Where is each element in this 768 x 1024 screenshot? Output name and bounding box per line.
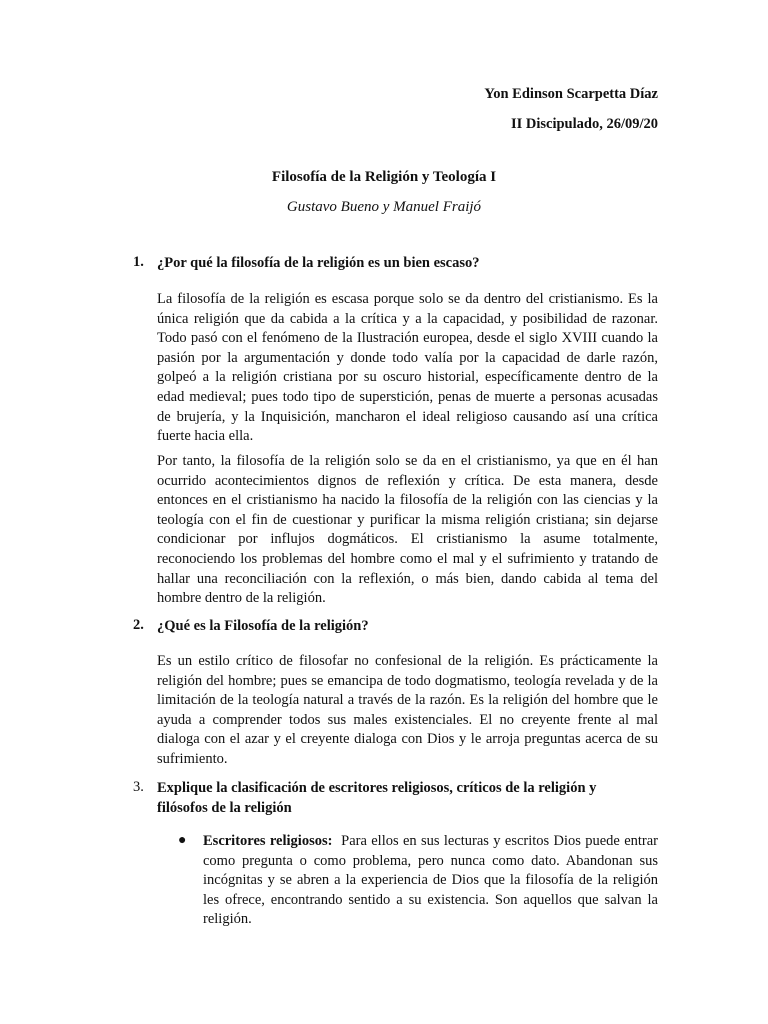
question-3-text: Explique la clasificación de escritores religiosos, críticos de la religión y filósofos de la religión [157,780,597,816]
author-name: Yon Edinson Scarpetta Díaz [484,86,658,102]
question-1-paragraph-2: Por tanto, la filosofía de la religión solo se da en el cristianismo, ya que en él han ocurrido acontecimientos dignos de reflexión y crítica. De esta manera, desde entonces en el cristianismo ha nacido la filosofía de la religión con las ciencias y la teología con el fin de cuestionar y purificar la misma religión cristiana; sin dejarse condicionar por influjos dogmáticos. El cristianismo la asume totalmente, reconociendo los problemas del hombre como el mal y el sufrimiento y tratando de hallar una reconciliación con la reflexión, o más bien, dando cabida al tema del hombre dentro de la religión. [157,453,658,607]
question-1-number: 1. [133,254,144,270]
question-2-number: 2. [133,617,144,633]
question-3-number: 3. [133,779,144,795]
bullet-icon: ● [178,833,187,848]
bullet-term: Escritores religiosos: [203,833,333,849]
document-title: Filosofía de la Religión y Teología I [271,169,497,185]
question-2-paragraph-1: Es un estilo crítico de filosofar no confesional de la religión. Es prácticamente la religión del hombre; pues se emancipa de todo dogmatismo, teología revelada y de la limitación de la teología natural a través de la razón. Es la religión del hombre que le ayuda a comprender todos sus males existenciales. El no creyente frente al mal dialoga con el azar y el creyente dialoga con Dios y le arroja preguntas acerca de su sufrimiento. [157,653,658,767]
course-date: II Discipulado, 26/09/20 [510,116,658,132]
bullet-text: Para ellos en sus lecturas y escritos Dios puede entrar como pregunta o como problema, pero nunca como dato. Abandonan sus incógnitas y se abren a la experiencia de Dios que la filosofía de la religión les ofrece, encontrando sentido a su existencia. Son aquellos que salvan la religión. [203,833,659,928]
document-subtitle: Gustavo Bueno y Manuel Fraijó [286,199,482,215]
question-2-text: ¿Qué es la Filosofía de la religión? [157,618,369,634]
bullet-item [203,832,658,930]
question-1-text: ¿Por qué la filosofía de la religión es un bien escaso? [157,255,480,271]
question-1-paragraph-1: La filosofía de la religión es escasa porque solo se da dentro del cristianismo. Es la única religión que da cabida a la crítica y a la capacidad, y posibilidad de razonar. Todo pasó con el fenómeno de la Ilustración europea, desde el siglo XVIII cuando la pasión por la argumentación y donde todo valía por la capacidad de darle razón, golpeó a la religión cristiana por su oscuro historial, específicamente dentro de la edad medieval; pues todo tipo de superstición, penas de muerte a personas acusadas de brujería, y la Inquisición, mancharon el ideal religioso causando así una crítica fuerte hacia ella. [157,291,658,445]
